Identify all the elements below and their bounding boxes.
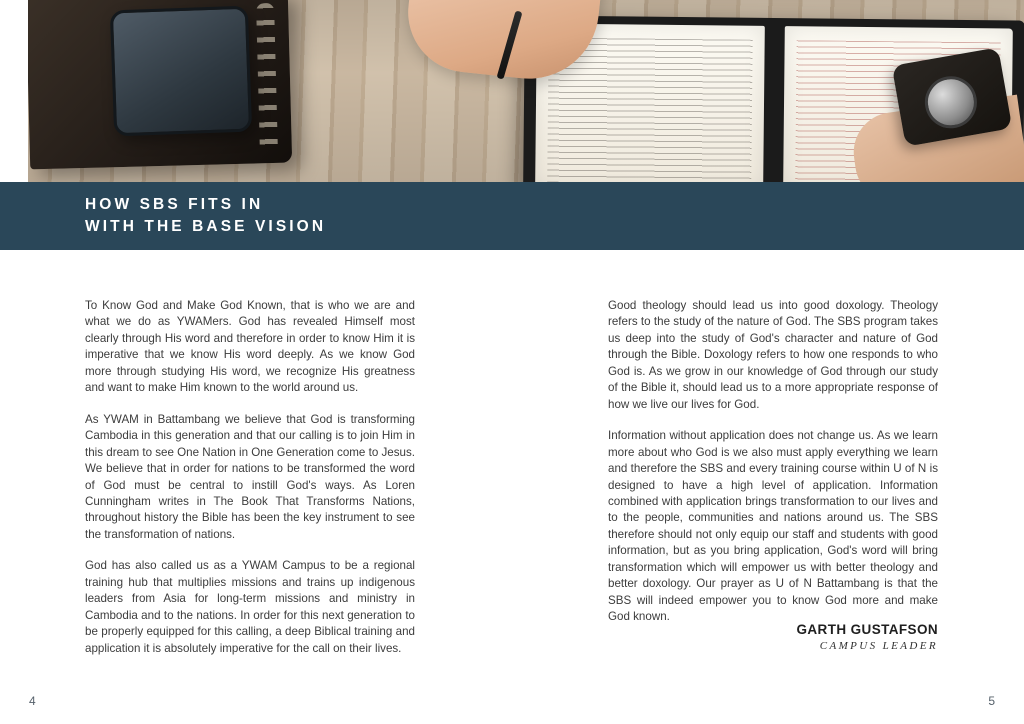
paragraph: As YWAM in Battambang we believe that God is transforming Cambodia in this generation and that our calling is to join Him in this dream to see One Nation in One Generation come to Jesus. We believe that in order for nations to be transformed the word of God must be central to instill God's ways. As Loren Cunningham writes in The Book That Transforms Nations, throughout history the Bible has been the key instrument to see the transformation of nations. [85, 412, 415, 541]
page-title [85, 194, 326, 239]
article-body [0, 250, 1024, 680]
paragraph: Information without application does not change us. As we learn more about who God is we also must apply everything we learn and therefore the SBS and every training course within U of N is designed to have a high level of application. Information combined with application brings transformation to our lives and to the people, communities and nations around us. The SBS therefore should not only equip our staff and students with good information, but as you bring application, God's word will bring transformation which will empower us with better theology and better doxology. Our prayer as U of N Battambang is that the SBS will indeed empower you to know God more and make God known. [608, 429, 938, 624]
signature-role: CAMPUS LEADER [819, 640, 938, 652]
page-number-left: 4 [29, 694, 36, 708]
paragraph: God has also called us as a YWAM Campus to be a regional training hub that multiplies missions and trains up indigenous leaders from Asia for long-term missions and ministry in Cambodia and to the nations. In order for this next generation to be properly equipped for this calling, a deep Biblical training and application it is absolutely imperative for the call on their lives. [85, 559, 415, 655]
bible-text-lines-left [547, 38, 753, 182]
left-text-column [85, 298, 415, 672]
right-text-column [608, 298, 938, 641]
signature-block [797, 622, 939, 652]
paragraph: To Know God and Make God Known, that is who we are and what we do as YWAMers. God has revealed Himself most clearly through His word and therefore in order to know Him it is imperative that we know His word deeply. As we know God more through studying His word, we recognize His greatness and want to make Him known to the world around us. [85, 299, 415, 395]
signature-name: GARTH GUSTAFSON [796, 622, 938, 637]
paragraph: Good theology should lead us into good doxology. Theology refers to the study of the nature of God. The SBS program takes us deep into the study of God's character and nature of God through the Bible. Doxology refers to how one responds to who God is. As we grow in our knowledge of God through our study of the Bible it, should lead us to a more appropriate response of how we live our lives for God. [608, 299, 938, 411]
page-number-right: 5 [988, 694, 995, 708]
section-title-band [0, 182, 1024, 250]
smartphone-image [110, 6, 252, 137]
page-title-line-2: WITH THE BASE VISION [85, 218, 327, 235]
page-title-line-1: HOW SBS FITS IN [85, 195, 264, 213]
hero-image [28, 0, 1024, 182]
